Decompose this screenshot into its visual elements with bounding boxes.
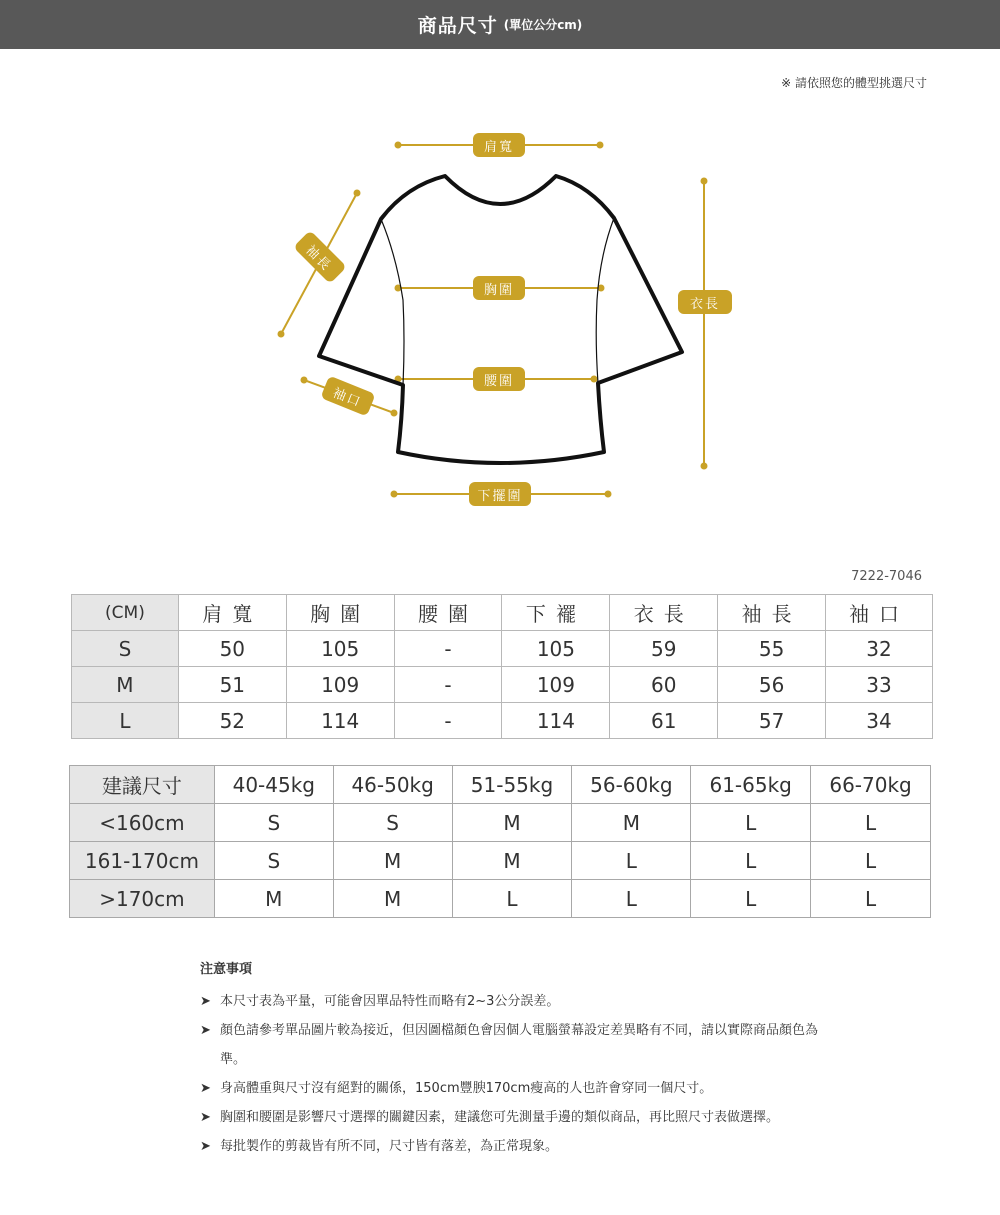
table-cell: S xyxy=(214,804,333,842)
height-range-cell: 161-170cm xyxy=(70,842,215,880)
fit-advice-note: ※ 請依照您的體型挑選尺寸 xyxy=(781,76,927,90)
table-cell: L xyxy=(572,880,691,918)
recommend-table-header: 61-65kg xyxy=(691,766,811,804)
table-row xyxy=(72,631,933,667)
chest-label: 胸圍 xyxy=(483,282,514,298)
waist-tag xyxy=(473,367,525,391)
size-table-header: 胸圍 xyxy=(286,595,394,631)
table-cell: - xyxy=(394,667,502,703)
table-row xyxy=(70,842,931,880)
table-cell: M xyxy=(333,880,452,918)
table-cell: 51 xyxy=(178,667,286,703)
table-cell: L xyxy=(811,842,931,880)
table-row xyxy=(72,667,933,703)
size-table-header: 肩寬 xyxy=(178,595,286,631)
table-cell: L xyxy=(572,842,691,880)
recommend-table-header: 46-50kg xyxy=(333,766,452,804)
hem-label: 下擺圍 xyxy=(477,488,523,504)
list-item xyxy=(200,1103,820,1132)
size-table-header: 袖口 xyxy=(826,595,933,631)
recommend-table-header: 40-45kg xyxy=(214,766,333,804)
table-cell: 109 xyxy=(286,667,394,703)
table-cell: M xyxy=(572,804,691,842)
length-tag xyxy=(678,290,732,314)
size-table-header: 下襬 xyxy=(502,595,610,631)
table-cell: 56 xyxy=(718,667,826,703)
table-row xyxy=(72,703,933,739)
notes-section xyxy=(200,958,820,1161)
table-cell: S xyxy=(333,804,452,842)
notes-heading: 注意事項 xyxy=(200,962,253,977)
table-cell: L xyxy=(691,842,811,880)
table-cell: 59 xyxy=(610,631,718,667)
recommend-table-header: 51-55kg xyxy=(452,766,572,804)
table-cell: 57 xyxy=(718,703,826,739)
size-name-cell: L xyxy=(72,703,179,739)
list-item xyxy=(200,1074,820,1103)
table-cell: M xyxy=(214,880,333,918)
size-table-header: 腰圍 xyxy=(394,595,502,631)
size-recommendation-table xyxy=(69,765,931,918)
table-cell: 114 xyxy=(502,703,610,739)
note-text: 身高體重與尺寸沒有絕對的關係，150cm豐腴170cm瘦高的人也許會穿同一個尺寸。 xyxy=(220,1081,713,1096)
table-cell: - xyxy=(394,703,502,739)
height-range-cell: <160cm xyxy=(70,804,215,842)
height-range-cell: >170cm xyxy=(70,880,215,918)
table-cell: L xyxy=(811,880,931,918)
sleeve-length-label: 袖長 xyxy=(302,242,335,275)
size-measurement-table xyxy=(71,594,933,739)
size-table-header: 衣長 xyxy=(610,595,718,631)
table-cell: 52 xyxy=(178,703,286,739)
table-cell: M xyxy=(452,804,572,842)
list-item xyxy=(200,987,820,1016)
table-cell: 60 xyxy=(610,667,718,703)
table-cell: 109 xyxy=(502,667,610,703)
list-item xyxy=(200,1132,820,1161)
page-header xyxy=(0,0,1000,49)
size-name-cell: S xyxy=(72,631,179,667)
table-cell: 61 xyxy=(610,703,718,739)
recommend-table-header: 建議尺寸 xyxy=(70,766,215,804)
unit-label: (單位公分cm) xyxy=(503,18,583,32)
note-text: 本尺寸表為平量，可能會因單品特性而略有2~3公分誤差。 xyxy=(220,994,560,1009)
length-label: 衣長 xyxy=(689,296,720,312)
table-cell: 105 xyxy=(502,631,610,667)
waist-label: 腰圍 xyxy=(483,373,514,389)
table-cell: 32 xyxy=(826,631,933,667)
table-cell: 34 xyxy=(826,703,933,739)
note-text: 每批製作的剪裁皆有所不同，尺寸皆有落差，為正常現象。 xyxy=(220,1139,559,1154)
table-cell: L xyxy=(452,880,572,918)
arrow-icon: ➤ xyxy=(200,1081,211,1096)
recommend-table-header: 56-60kg xyxy=(572,766,691,804)
recommend-table-header-row xyxy=(70,766,931,804)
table-row xyxy=(70,804,931,842)
recommend-table-header: 66-70kg xyxy=(811,766,931,804)
table-cell: S xyxy=(214,842,333,880)
hem-tag xyxy=(469,482,531,506)
note-text: 胸圍和腰圍是影響尺寸選擇的關鍵因素，建議您可先測量手邊的類似商品，再比照尺寸表做選擇。 xyxy=(220,1110,780,1125)
size-table-header: (CM) xyxy=(72,595,179,631)
size-table-header: 袖長 xyxy=(718,595,826,631)
garment-measurement-diagram xyxy=(0,110,1000,530)
size-table-header-row xyxy=(72,595,933,631)
chest-tag xyxy=(473,276,525,300)
table-cell: 105 xyxy=(286,631,394,667)
arrow-icon: ➤ xyxy=(200,1023,211,1038)
table-cell: L xyxy=(691,804,811,842)
product-code: 7222-7046 xyxy=(851,569,922,584)
table-cell: L xyxy=(811,804,931,842)
tshirt-outline-illustration xyxy=(0,110,1000,530)
table-row xyxy=(70,880,931,918)
shoulder-width-tag xyxy=(473,133,525,157)
arrow-icon: ➤ xyxy=(200,994,211,1009)
page-title: 商品尺寸 xyxy=(417,15,498,37)
table-cell: 33 xyxy=(826,667,933,703)
arrow-icon: ➤ xyxy=(200,1139,211,1154)
table-cell: L xyxy=(691,880,811,918)
size-name-cell: M xyxy=(72,667,179,703)
list-item xyxy=(200,1016,820,1074)
cuff-label: 袖口 xyxy=(330,385,364,411)
shoulder-width-label: 肩寬 xyxy=(483,139,514,155)
table-cell: M xyxy=(333,842,452,880)
table-cell: 50 xyxy=(178,631,286,667)
table-cell: - xyxy=(394,631,502,667)
table-cell: M xyxy=(452,842,572,880)
table-cell: 114 xyxy=(286,703,394,739)
arrow-icon: ➤ xyxy=(200,1110,211,1125)
note-text: 顏色請參考單品圖片較為接近，但因圖檔顏色會因個人電腦螢幕設定差異略有不同，請以實際商品顏色為準。 xyxy=(220,1023,819,1067)
table-cell: 55 xyxy=(718,631,826,667)
